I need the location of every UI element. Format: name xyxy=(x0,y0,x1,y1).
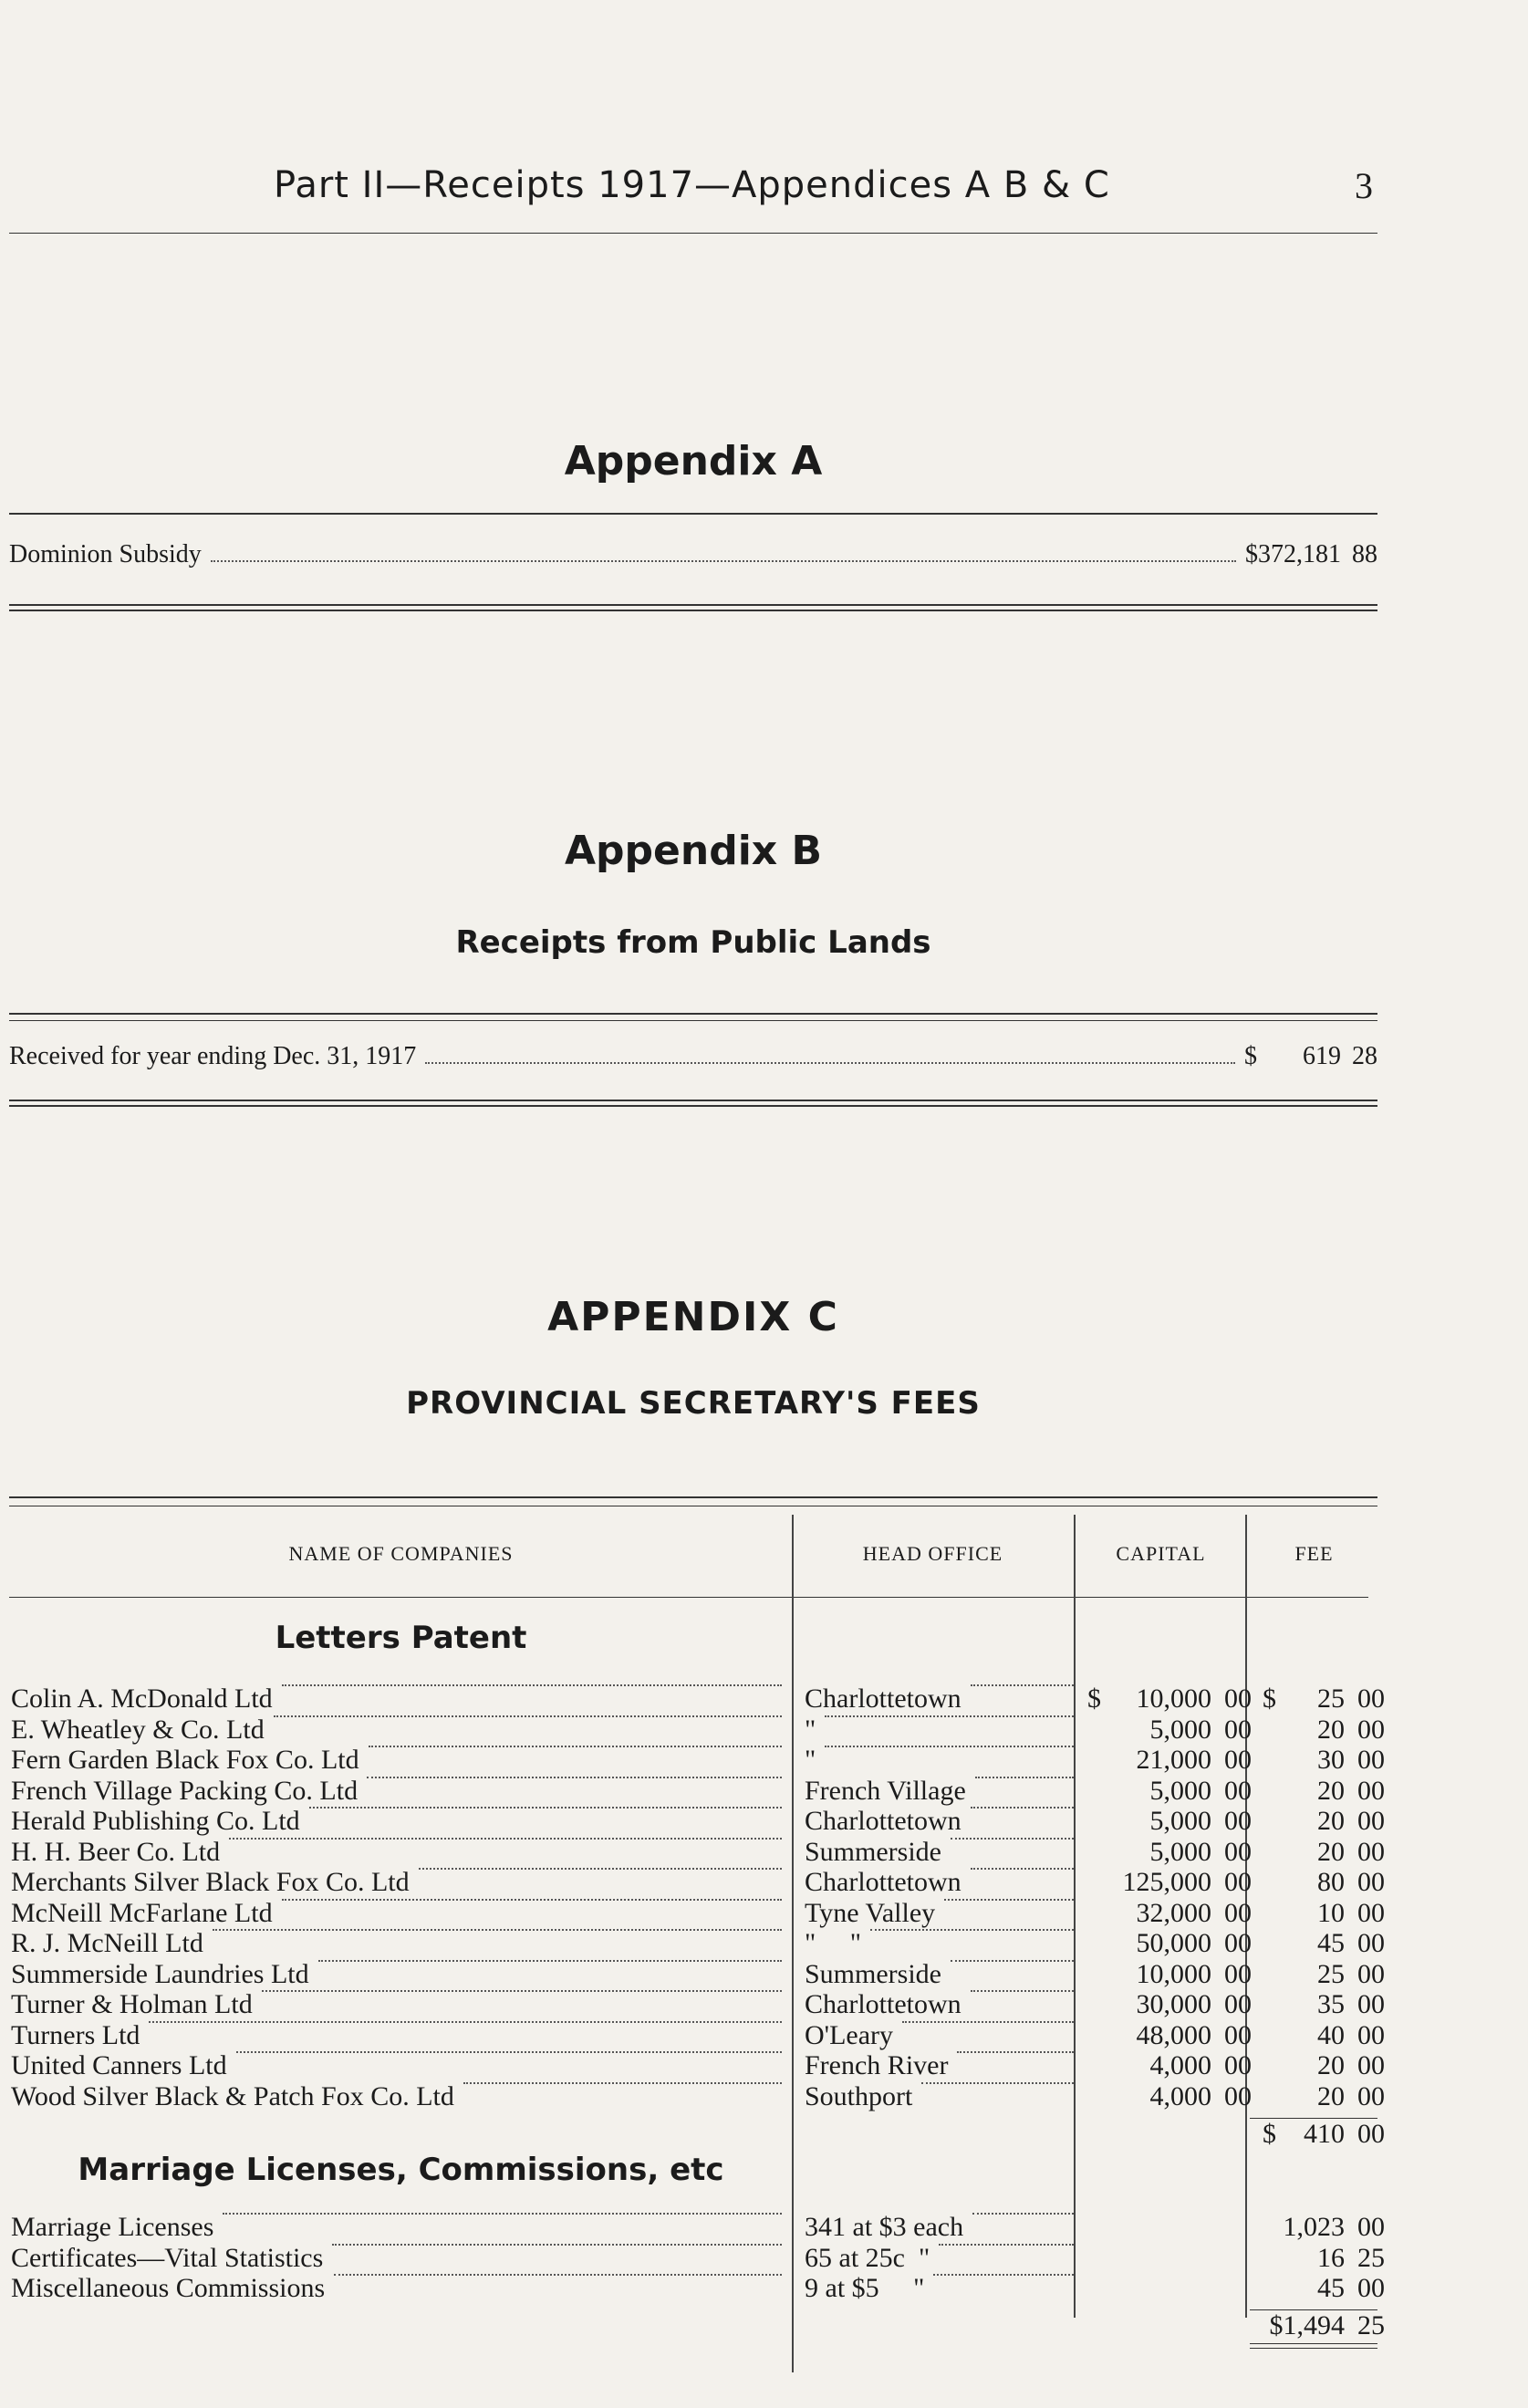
head-office-cell xyxy=(805,1959,1083,1989)
leader-dots xyxy=(951,1959,1074,1962)
fee-cents: 00 xyxy=(1357,1806,1385,1836)
subtotal-amount: 410 xyxy=(1304,2119,1345,2149)
capital-dollar xyxy=(1086,1806,1087,1836)
item-name: Miscellaneous Commissions xyxy=(11,2273,326,2303)
item-name-cell xyxy=(11,2243,791,2273)
public-lands-cents: 28 xyxy=(1352,1042,1377,1070)
fee-dollar xyxy=(1261,1776,1263,1806)
fee-cents: 00 xyxy=(1357,1775,1385,1806)
capital-cell xyxy=(1086,1745,1252,1775)
head-office: Summerside xyxy=(805,1958,941,1989)
leader-dots xyxy=(825,1745,1074,1747)
company-name: Colin A. McDonald Ltd xyxy=(11,1684,273,1714)
subtotal-row xyxy=(11,2119,1385,2149)
company-name: R. J. McNeill Ltd xyxy=(11,1928,203,1958)
leader-dots xyxy=(825,1715,1074,1717)
capital-cents: 00 xyxy=(1224,1958,1252,1989)
fee-cell xyxy=(1261,1867,1385,1897)
fee-cents: 25 xyxy=(1357,2242,1385,2273)
capital-cents: 00 xyxy=(1224,1928,1252,1958)
subtotal-dollar: $ xyxy=(1263,2119,1276,2149)
fee-amount: 10 xyxy=(1317,1897,1345,1928)
table-row xyxy=(11,1897,1385,1928)
head-office-cell xyxy=(805,2020,1083,2050)
capital-amount: 4,000 xyxy=(1149,2050,1211,2080)
capital-cents: 00 xyxy=(1224,1714,1252,1745)
capital-cents: 00 xyxy=(1224,1836,1252,1867)
head-office: Summerside xyxy=(805,1836,941,1867)
fee-dollar xyxy=(1261,1959,1263,1989)
fee-cents: 00 xyxy=(1357,2080,1385,2111)
dominion-subsidy-amount: $372,181 xyxy=(1245,540,1341,568)
col-header-fee: FEE xyxy=(1294,1542,1334,1565)
fee-amount: 20 xyxy=(1317,2080,1345,2111)
fee-amount: 1,023 xyxy=(1283,2212,1345,2242)
company-name: McNeill McFarlane Ltd xyxy=(11,1897,273,1928)
fee-cents: 00 xyxy=(1357,2050,1385,2080)
fee-cell xyxy=(1261,1806,1385,1836)
company-name-cell xyxy=(11,1867,791,1897)
capital-dollar xyxy=(1086,1898,1087,1928)
section-marriage: Marriage Licenses, Commissions, etc xyxy=(78,2152,724,2188)
fee-cell xyxy=(1261,2212,1385,2242)
capital-amount: 10,000 xyxy=(1136,1684,1211,1714)
head-office: French Village xyxy=(805,1775,966,1806)
fee-cents: 00 xyxy=(1357,1867,1385,1897)
capital-amount: 125,000 xyxy=(1122,1867,1211,1897)
total-underline-1 xyxy=(1250,2343,1377,2344)
fee-dollar xyxy=(1261,2050,1263,2080)
item-name: Certificates—Vital Statistics xyxy=(11,2242,324,2273)
company-name: Wood Silver Black & Patch Fox Co. Ltd xyxy=(11,2080,454,2111)
company-name-cell xyxy=(11,1959,791,1989)
fee-cents: 00 xyxy=(1357,1836,1385,1867)
leader-dots xyxy=(282,1684,782,1686)
rate-cell xyxy=(805,2243,1083,2273)
page-number: 3 xyxy=(1355,165,1373,206)
company-name-cell xyxy=(11,1776,791,1806)
leader-dots xyxy=(309,1806,782,1809)
leader-dots xyxy=(425,1061,1235,1064)
capital-amount: 5,000 xyxy=(1149,1806,1211,1836)
head-office-cell xyxy=(805,1989,1083,2019)
capital-amount: 5,000 xyxy=(1149,1836,1211,1867)
head-office-cell xyxy=(805,2081,1083,2111)
fee-cents: 00 xyxy=(1357,1928,1385,1958)
fee-dollar xyxy=(1261,2081,1263,2111)
table-row xyxy=(11,2019,1385,2050)
capital-dollar xyxy=(1086,1745,1087,1775)
dominion-subsidy-label: Dominion Subsidy xyxy=(9,540,202,568)
leader-dots xyxy=(921,2081,1074,2084)
table-row xyxy=(11,1684,1385,1714)
capital-cell xyxy=(1086,2081,1252,2111)
fee-dollar xyxy=(1261,1837,1263,1867)
capital-cents: 00 xyxy=(1224,1989,1252,2019)
fee-amount: 45 xyxy=(1317,1928,1345,1958)
capital-dollar xyxy=(1086,1837,1087,1867)
fee-cents: 00 xyxy=(1357,2212,1385,2242)
leader-dots xyxy=(213,1928,782,1931)
capital-cents: 00 xyxy=(1224,1867,1252,1897)
leader-dots xyxy=(229,1837,782,1840)
capital-cents: 00 xyxy=(1224,2050,1252,2080)
capital-amount: 5,000 xyxy=(1149,1714,1211,1745)
fee-cell xyxy=(1261,2273,1385,2303)
company-name-cell xyxy=(11,2020,791,2050)
capital-cell xyxy=(1086,1928,1252,1958)
appendix-c-subtitle: PROVINCIAL SECRETARY'S FEES xyxy=(406,1385,981,1422)
leader-dots xyxy=(971,1989,1074,1992)
leader-dots xyxy=(951,1837,1074,1840)
col-header-capital: CAPITAL xyxy=(1116,1542,1206,1565)
total-amount: $1,494 xyxy=(1269,2310,1345,2340)
company-name-cell xyxy=(11,1989,791,2019)
fee-dollar xyxy=(1261,1989,1263,2019)
fee-amount: 80 xyxy=(1317,1867,1345,1897)
capital-cents: 00 xyxy=(1224,2080,1252,2111)
fee-amount: 30 xyxy=(1317,1745,1345,1775)
appendix-b-top-rule xyxy=(9,1013,1377,1015)
rate-text: 65 at 25c " xyxy=(805,2242,930,2273)
leader-dots xyxy=(274,1715,782,1717)
total-row xyxy=(11,2310,1385,2340)
fee-amount: 20 xyxy=(1317,1714,1345,1745)
leader-dots xyxy=(971,1806,1074,1809)
fee-amount: 20 xyxy=(1317,1836,1345,1867)
fee-cell xyxy=(1261,2243,1385,2273)
capital-cents: 00 xyxy=(1224,1897,1252,1928)
head-office: Charlottetown xyxy=(805,1806,961,1836)
capital-cell xyxy=(1086,1989,1252,2019)
fee-dollar xyxy=(1261,2020,1263,2050)
capital-dollar xyxy=(1086,1867,1087,1897)
leader-dots xyxy=(367,1776,782,1778)
fee-cell xyxy=(1261,1898,1385,1928)
public-lands-dollar: $ xyxy=(1244,1042,1257,1070)
fee-cents: 00 xyxy=(1357,1897,1385,1928)
table-row xyxy=(11,1928,1385,1958)
total-fee xyxy=(1261,2310,1385,2340)
fee-amount: 20 xyxy=(1317,1775,1345,1806)
dominion-subsidy-cents: 88 xyxy=(1352,540,1377,568)
capital-amount: 4,000 xyxy=(1149,2080,1211,2111)
total-underline-2 xyxy=(1250,2348,1377,2349)
company-name-cell xyxy=(11,1684,791,1714)
table-row xyxy=(11,1806,1385,1836)
item-name-cell xyxy=(11,2212,791,2242)
fee-cell xyxy=(1261,2020,1385,2050)
capital-amount: 5,000 xyxy=(1149,1775,1211,1806)
header-underline xyxy=(9,1597,1368,1598)
public-lands-line xyxy=(9,1042,1377,1071)
fee-cell xyxy=(1261,1989,1385,2019)
head-office: Charlottetown xyxy=(805,1989,961,2019)
capital-cents: 00 xyxy=(1224,1806,1252,1836)
fee-cell xyxy=(1261,1837,1385,1867)
leader-dots xyxy=(282,1898,782,1901)
leader-dots xyxy=(223,2212,782,2215)
appendix-a-double-rule-1 xyxy=(9,604,1377,606)
capital-cell xyxy=(1086,1867,1252,1897)
appendix-b-top-rule-2 xyxy=(9,1020,1377,1021)
capital-cell xyxy=(1086,1684,1252,1714)
fee-cell xyxy=(1261,1959,1385,1989)
table-row xyxy=(11,2212,1385,2242)
fee-amount: 25 xyxy=(1317,1684,1345,1714)
appendix-a-double-rule-2 xyxy=(9,610,1377,611)
appendix-b-double-rule-1 xyxy=(9,1100,1377,1101)
item-name-cell xyxy=(11,2273,791,2303)
leader-dots xyxy=(463,2081,782,2084)
fee-cents: 00 xyxy=(1357,1989,1385,2019)
table-row xyxy=(11,1989,1385,2019)
table-row xyxy=(11,1867,1385,1897)
head-office-cell xyxy=(805,1806,1083,1836)
capital-cents: 00 xyxy=(1224,1745,1252,1775)
leader-dots xyxy=(211,559,1236,562)
head-office-cell xyxy=(805,1928,1083,1958)
capital-cell xyxy=(1086,1898,1252,1928)
company-name-cell xyxy=(11,1745,791,1775)
capital-cents: 00 xyxy=(1224,2019,1252,2050)
fee-dollar xyxy=(1261,1715,1263,1745)
table-row xyxy=(11,2050,1385,2080)
public-lands-label: Received for year ending Dec. 31, 1917 xyxy=(9,1042,417,1070)
capital-amount: 21,000 xyxy=(1136,1745,1211,1775)
table-row xyxy=(11,1714,1385,1745)
capital-amount: 32,000 xyxy=(1136,1897,1211,1928)
leader-dots xyxy=(971,1867,1074,1870)
fee-cell xyxy=(1261,1684,1385,1714)
head-office-cell xyxy=(805,1898,1083,1928)
leader-dots xyxy=(369,1745,782,1747)
fee-amount: 35 xyxy=(1317,1989,1345,2019)
leader-dots xyxy=(944,1898,1074,1901)
table-row xyxy=(11,2273,1385,2303)
company-name: Herald Publishing Co. Ltd xyxy=(11,1806,300,1836)
capital-amount: 10,000 xyxy=(1136,1958,1211,1989)
fee-cell xyxy=(1261,1715,1385,1745)
running-header: Part II—Receipts 1917—Appendices A B & C xyxy=(274,164,1110,206)
leader-dots xyxy=(975,1776,1074,1778)
capital-dollar xyxy=(1086,1928,1087,1958)
capital-cell xyxy=(1086,1806,1252,1836)
head-office: Charlottetown xyxy=(805,1867,961,1897)
leader-dots xyxy=(957,2050,1074,2053)
rate-cell xyxy=(805,2273,1083,2303)
subtotal-cents: 00 xyxy=(1357,2119,1385,2149)
fee-dollar xyxy=(1261,1867,1263,1897)
fee-amount: 20 xyxy=(1317,2050,1345,2080)
capital-amount: 48,000 xyxy=(1136,2019,1211,2050)
leader-dots xyxy=(870,1928,1074,1931)
company-name-cell xyxy=(11,1715,791,1745)
appendix-b-subtitle: Receipts from Public Lands xyxy=(455,924,931,961)
leader-dots xyxy=(939,2243,1074,2246)
appendix-a-top-rule xyxy=(9,513,1377,515)
fee-amount: 25 xyxy=(1317,1958,1345,1989)
company-name-cell xyxy=(11,1898,791,1928)
col-header-office: HEAD OFFICE xyxy=(862,1542,1003,1565)
company-name: H. H. Beer Co. Ltd xyxy=(11,1836,221,1867)
fee-cents: 00 xyxy=(1357,1745,1385,1775)
dominion-subsidy-line xyxy=(9,540,1377,569)
capital-cell xyxy=(1086,2050,1252,2080)
appendix-a-title: Appendix A xyxy=(564,438,823,485)
fee-dollar: $ xyxy=(1263,1684,1276,1714)
head-office: Southport xyxy=(805,2080,913,2111)
head-office-cell xyxy=(805,1715,1083,1745)
total-cents: 25 xyxy=(1357,2310,1385,2340)
company-name: Summerside Laundries Ltd xyxy=(11,1958,309,1989)
capital-dollar xyxy=(1086,1989,1087,2019)
company-name-cell xyxy=(11,2081,791,2111)
leader-dots xyxy=(236,2050,782,2053)
capital-dollar xyxy=(1086,1715,1087,1745)
fee-dollar xyxy=(1261,1928,1263,1958)
appendix-c-title: APPENDIX C xyxy=(547,1294,839,1340)
head-office: Tyne Valley xyxy=(805,1897,936,1928)
fee-cell xyxy=(1261,2050,1385,2080)
company-name-cell xyxy=(11,1837,791,1867)
capital-cell xyxy=(1086,1959,1252,1989)
capital-dollar xyxy=(1086,2081,1087,2111)
public-lands-amount: 619 xyxy=(1303,1042,1341,1070)
head-office: " xyxy=(805,1714,816,1745)
capital-dollar: $ xyxy=(1087,1684,1101,1714)
capital-cents: 00 xyxy=(1224,1684,1252,1714)
leader-dots xyxy=(902,2020,1074,2023)
company-name-cell xyxy=(11,1806,791,1836)
table-row xyxy=(11,2242,1385,2273)
fee-cell xyxy=(1261,1745,1385,1775)
company-name: Fern Garden Black Fox Co. Ltd xyxy=(11,1745,359,1775)
capital-dollar xyxy=(1086,2050,1087,2080)
appendix-b-title: Appendix B xyxy=(564,828,823,874)
section-letters-patent: Letters Patent xyxy=(275,1620,527,1656)
fee-cell xyxy=(1261,1928,1385,1958)
company-name: Merchants Silver Black Fox Co. Ltd xyxy=(11,1867,410,1897)
leader-dots xyxy=(262,1989,782,1992)
table-row xyxy=(11,1958,1385,1989)
fee-dollar xyxy=(1261,1806,1263,1836)
head-office: French River xyxy=(805,2050,949,2080)
leader-dots xyxy=(972,2212,1074,2215)
fee-cents: 00 xyxy=(1357,1684,1385,1714)
head-office-cell xyxy=(805,1837,1083,1867)
fee-cents: 00 xyxy=(1357,2019,1385,2050)
head-office-cell xyxy=(805,2050,1083,2080)
capital-cents: 00 xyxy=(1224,1775,1252,1806)
table-row xyxy=(11,1775,1385,1806)
capital-dollar xyxy=(1086,2020,1087,2050)
table-row xyxy=(11,1745,1385,1775)
capital-dollar xyxy=(1086,1959,1087,1989)
fee-cell xyxy=(1261,1776,1385,1806)
company-name-cell xyxy=(11,2050,791,2080)
fee-amount: 20 xyxy=(1317,1806,1345,1836)
table-row xyxy=(11,2080,1385,2111)
head-office-cell xyxy=(805,1867,1083,1897)
head-office: Charlottetown xyxy=(805,1684,961,1714)
fee-cell xyxy=(1261,2081,1385,2111)
fee-amount: 40 xyxy=(1317,2019,1345,2050)
item-name: Marriage Licenses xyxy=(11,2212,214,2242)
fee-dollar xyxy=(1261,1745,1263,1775)
header-rule xyxy=(9,233,1377,234)
table-top-rule xyxy=(9,1496,1377,1498)
capital-dollar xyxy=(1086,1776,1087,1806)
leader-dots xyxy=(334,2273,782,2276)
col-header-name: NAME OF COMPANIES xyxy=(288,1542,514,1565)
fee-cents: 00 xyxy=(1357,1958,1385,1989)
capital-amount: 30,000 xyxy=(1136,1989,1211,2019)
capital-cell xyxy=(1086,2020,1252,2050)
rate-text: 9 at $5 " xyxy=(805,2273,925,2303)
leader-dots xyxy=(332,2243,782,2246)
head-office-cell xyxy=(805,1745,1083,1775)
head-office: " xyxy=(805,1745,816,1775)
leader-dots xyxy=(318,1959,782,1962)
fee-amount: 45 xyxy=(1317,2273,1345,2303)
head-office: O'Leary xyxy=(805,2019,894,2050)
fee-dollar xyxy=(1261,1898,1263,1928)
subtotal-fee xyxy=(1261,2119,1385,2149)
leader-dots xyxy=(933,2273,1074,2276)
leader-dots xyxy=(149,2020,782,2023)
head-office-cell xyxy=(805,1684,1083,1714)
leader-dots xyxy=(971,1684,1074,1686)
capital-cell xyxy=(1086,1715,1252,1745)
head-office-cell xyxy=(805,1776,1083,1806)
capital-cell xyxy=(1086,1776,1252,1806)
rate-text: 341 at $3 each xyxy=(805,2212,964,2242)
table-row xyxy=(11,1836,1385,1867)
capital-amount: 50,000 xyxy=(1136,1928,1211,1958)
head-office: " " xyxy=(805,1928,861,1958)
leader-dots xyxy=(419,1867,782,1870)
fee-amount: 16 xyxy=(1317,2242,1345,2273)
company-name: E. Wheatley & Co. Ltd xyxy=(11,1714,265,1745)
company-name: Turner & Holman Ltd xyxy=(11,1989,253,2019)
company-name: French Village Packing Co. Ltd xyxy=(11,1775,359,1806)
company-name: United Canners Ltd xyxy=(11,2050,227,2080)
fee-cents: 00 xyxy=(1357,2273,1385,2303)
capital-cell xyxy=(1086,1837,1252,1867)
appendix-b-double-rule-2 xyxy=(9,1105,1377,1107)
fee-cents: 00 xyxy=(1357,1714,1385,1745)
rate-cell xyxy=(805,2212,1083,2242)
company-name: Turners Ltd xyxy=(11,2019,140,2050)
company-name-cell xyxy=(11,1928,791,1958)
